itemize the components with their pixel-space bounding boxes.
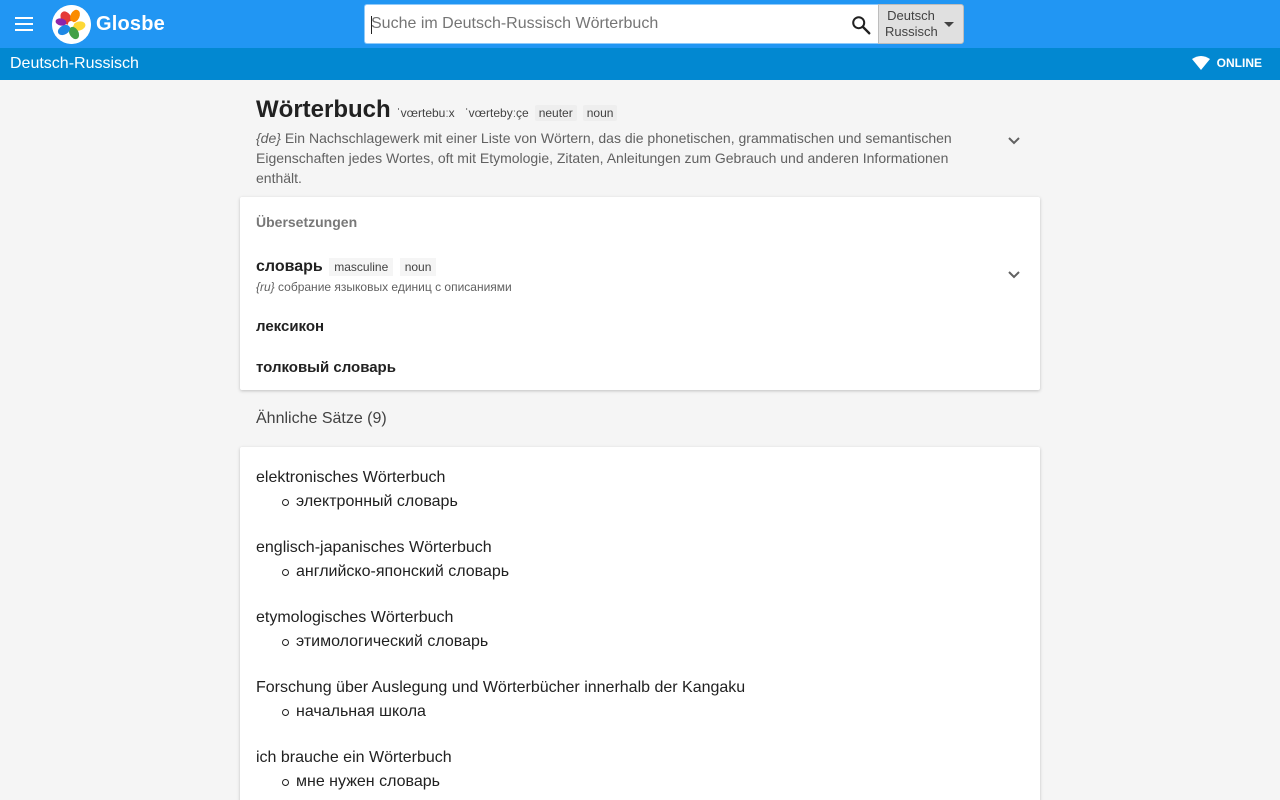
online-status-label: ONLINE: [1216, 56, 1262, 70]
pronunciation-1: ˈvœrtebuːx: [396, 106, 455, 120]
phrase-source[interactable]: elektronisches Wörterbuch: [256, 469, 446, 486]
translation-item[interactable]: лексикон: [256, 318, 325, 335]
list-item: [256, 677, 1024, 723]
phrase-translation: английско-японский словарь: [296, 561, 1024, 583]
translation-description: [256, 280, 512, 294]
list-item: [256, 467, 1024, 513]
definition-text: Ein Nachschlagewerk mit einer Liste von Wörtern, das die phonetischen, grammatischen und semantischen Eigenschaften jedes Wortes, oft mit Etymologie, Zitaten, Anleitungen zum Gebrauch und anderen Informationen enthält.: [256, 130, 952, 186]
translation-pos-tag: noun: [400, 258, 437, 276]
search-box: [364, 4, 878, 44]
dictionary-title[interactable]: Deutsch-Russisch: [10, 55, 139, 72]
pronunciation-2: ˈvœrtebyːçe: [464, 106, 529, 120]
translation-item[interactable]: [256, 258, 512, 294]
list-item: [256, 607, 1024, 653]
translations-label: Übersetzungen: [256, 214, 358, 230]
lang-from-label: Deutsch: [887, 8, 935, 23]
translations-card: [240, 197, 1040, 390]
gender-tag: neuter: [535, 105, 577, 121]
translation-word: словарь: [256, 258, 323, 275]
similar-phrases-title: Ähnliche Sätze (9): [256, 410, 387, 427]
similar-phrases-card: [240, 447, 1040, 800]
list-item: [256, 537, 1024, 583]
app-bar: [0, 0, 1280, 48]
definition-lang-code: {de}: [256, 130, 281, 146]
entry-header: [240, 80, 1040, 197]
glosbe-logo-icon: [52, 5, 91, 44]
brand-name: Glosbe: [96, 13, 165, 35]
menu-icon[interactable]: [8, 8, 40, 40]
translation-gender-tag: masculine: [329, 258, 393, 276]
chevron-down-icon[interactable]: [1002, 262, 1026, 286]
pos-tag: noun: [583, 105, 618, 121]
search-bar: [364, 4, 964, 44]
chevron-down-icon[interactable]: [1002, 128, 1026, 152]
wifi-icon: [1192, 56, 1210, 70]
text-cursor: [371, 16, 372, 34]
phrase-translation: начальная школа: [296, 701, 1024, 723]
phrase-translation: мне нужен словарь: [296, 771, 1024, 793]
main-content: [240, 80, 1040, 790]
language-pair-select[interactable]: [878, 4, 964, 44]
headword: Wörterbuch: [256, 96, 391, 123]
dropdown-arrow-icon: [944, 22, 954, 27]
phrase-source[interactable]: etymologisches Wörterbuch: [256, 609, 454, 626]
online-status: [1192, 56, 1262, 70]
phrase-source[interactable]: Forschung über Auslegung und Wörterbücher innerhalb der Kangaku: [256, 679, 746, 696]
search-icon[interactable]: [850, 14, 872, 36]
translation-item[interactable]: толковый словарь: [256, 359, 396, 376]
entry-definition: [256, 128, 976, 188]
dictionary-bar: [0, 48, 1280, 80]
translation-desc-text: собрание языковых единиц с описаниями: [278, 280, 512, 294]
logo-link[interactable]: [52, 5, 165, 44]
list-item: [256, 747, 1024, 793]
phrase-translation: этимологический словарь: [296, 631, 1024, 653]
phrase-source[interactable]: ich brauche ein Wörterbuch: [256, 749, 452, 766]
translation-desc-lang-code: {ru}: [256, 280, 275, 294]
phrase-source[interactable]: englisch-japanisches Wörterbuch: [256, 539, 492, 556]
lang-to-label: Russisch: [885, 24, 938, 39]
phrase-translation: электронный словарь: [296, 491, 1024, 513]
search-input[interactable]: [365, 5, 845, 43]
